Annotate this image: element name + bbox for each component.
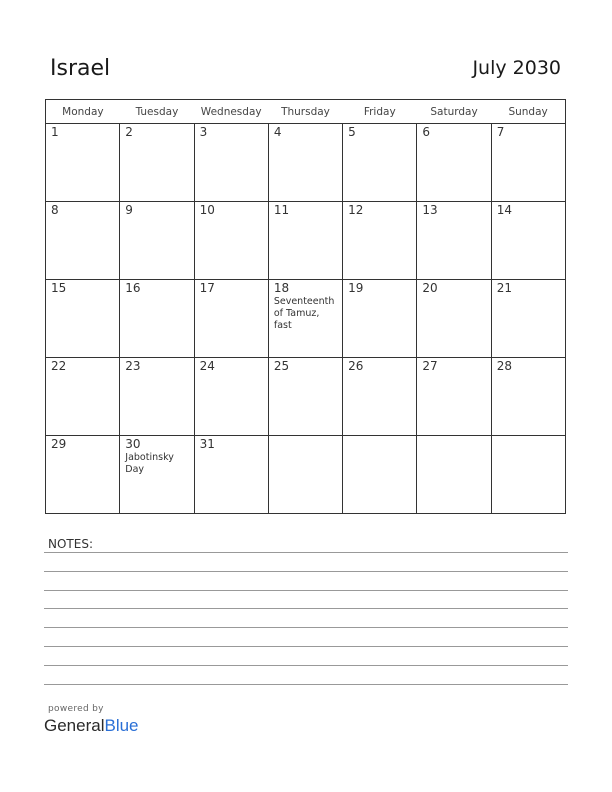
day-number: 7 <box>496 125 505 139</box>
day-cell <box>417 124 491 202</box>
notes-line <box>44 627 568 628</box>
day-number: 16 <box>125 281 141 295</box>
day-number: 29 <box>51 437 67 451</box>
day-number: 3 <box>199 125 208 139</box>
calendar-grid <box>45 99 566 514</box>
day-number: 19 <box>348 281 364 295</box>
powered-by-text: powered by <box>48 704 104 714</box>
day-number: 6 <box>422 125 431 139</box>
day-number <box>417 436 490 437</box>
day-number: 4 <box>273 125 282 139</box>
week-row <box>46 436 566 514</box>
day-cell <box>343 436 417 514</box>
day-cell <box>268 124 342 202</box>
day-cell <box>268 280 342 358</box>
day-cell <box>194 436 268 514</box>
day-number: 2 <box>125 125 133 139</box>
day-number: 13 <box>422 203 438 217</box>
day-cell <box>46 202 120 280</box>
day-cell <box>491 280 565 358</box>
day-number: 22 <box>51 359 67 373</box>
day-cell <box>343 124 417 202</box>
day-number: 18 <box>273 281 290 295</box>
notes-line <box>44 608 568 609</box>
day-number: 17 <box>199 281 215 295</box>
day-number: 11 <box>273 203 290 217</box>
brand-general: General <box>44 716 105 735</box>
day-cell <box>491 202 565 280</box>
day-number: 30 <box>125 437 141 451</box>
week-row <box>46 358 566 436</box>
brand-blue: Blue <box>104 716 139 735</box>
day-cell <box>417 280 491 358</box>
day-cell <box>417 436 491 514</box>
country-title: Israel <box>50 56 111 81</box>
day-number <box>343 436 416 437</box>
day-number: 8 <box>51 203 59 217</box>
weekday-thursday: Thursday <box>268 100 342 124</box>
holiday-label: Jabotinsky Day <box>125 452 174 475</box>
weekday-header-row <box>46 100 566 124</box>
day-cell <box>491 358 565 436</box>
day-cell <box>120 280 194 358</box>
notes-line <box>44 665 568 666</box>
week-row <box>46 202 566 280</box>
day-cell <box>194 202 268 280</box>
notes-line <box>44 684 568 685</box>
day-number: 28 <box>496 359 512 373</box>
day-number: 31 <box>199 437 215 451</box>
day-cell <box>417 358 491 436</box>
notes-line <box>44 646 568 647</box>
day-cell <box>120 202 194 280</box>
weekday-sunday: Sunday <box>491 100 565 124</box>
weekday-monday: Monday <box>46 100 120 124</box>
month-title: July 2030 <box>472 57 561 79</box>
day-number: 21 <box>496 281 512 295</box>
day-number: 24 <box>199 359 215 373</box>
holiday-label: Seventeenth of Tamuz, fast <box>273 296 335 331</box>
day-number: 15 <box>51 281 67 295</box>
day-cell <box>46 436 120 514</box>
day-cell <box>491 436 565 514</box>
weekday-wednesday: Wednesday <box>194 100 268 124</box>
day-number: 9 <box>125 203 133 217</box>
day-cell <box>491 124 565 202</box>
week-row <box>46 280 566 358</box>
notes-label: NOTES: <box>48 537 93 551</box>
day-number <box>269 436 342 437</box>
day-number: 23 <box>125 359 141 373</box>
day-number: 26 <box>348 359 364 373</box>
day-cell <box>46 358 120 436</box>
day-cell <box>46 280 120 358</box>
weekday-tuesday: Tuesday <box>120 100 194 124</box>
day-number: 12 <box>348 203 364 217</box>
day-cell <box>194 280 268 358</box>
day-cell <box>268 436 342 514</box>
day-cell <box>343 358 417 436</box>
day-cell <box>194 358 268 436</box>
day-cell <box>417 202 491 280</box>
day-cell <box>120 124 194 202</box>
notes-line <box>44 590 568 591</box>
day-number: 27 <box>422 359 438 373</box>
day-cell <box>268 202 342 280</box>
day-number <box>492 436 565 437</box>
weekday-saturday: Saturday <box>417 100 491 124</box>
day-cell <box>120 436 194 514</box>
notes-line <box>44 571 568 572</box>
day-cell <box>46 124 120 202</box>
day-number: 20 <box>422 281 438 295</box>
day-cell <box>343 280 417 358</box>
day-cell <box>268 358 342 436</box>
day-cell <box>194 124 268 202</box>
day-number: 1 <box>51 125 59 139</box>
day-number: 10 <box>199 203 215 217</box>
day-number: 5 <box>348 125 356 139</box>
day-number: 25 <box>273 359 290 373</box>
week-row <box>46 124 566 202</box>
weekday-friday: Friday <box>343 100 417 124</box>
day-cell <box>343 202 417 280</box>
generalblue-logo[interactable] <box>44 716 139 736</box>
notes-line <box>44 552 568 553</box>
day-cell <box>120 358 194 436</box>
day-number: 14 <box>496 203 512 217</box>
